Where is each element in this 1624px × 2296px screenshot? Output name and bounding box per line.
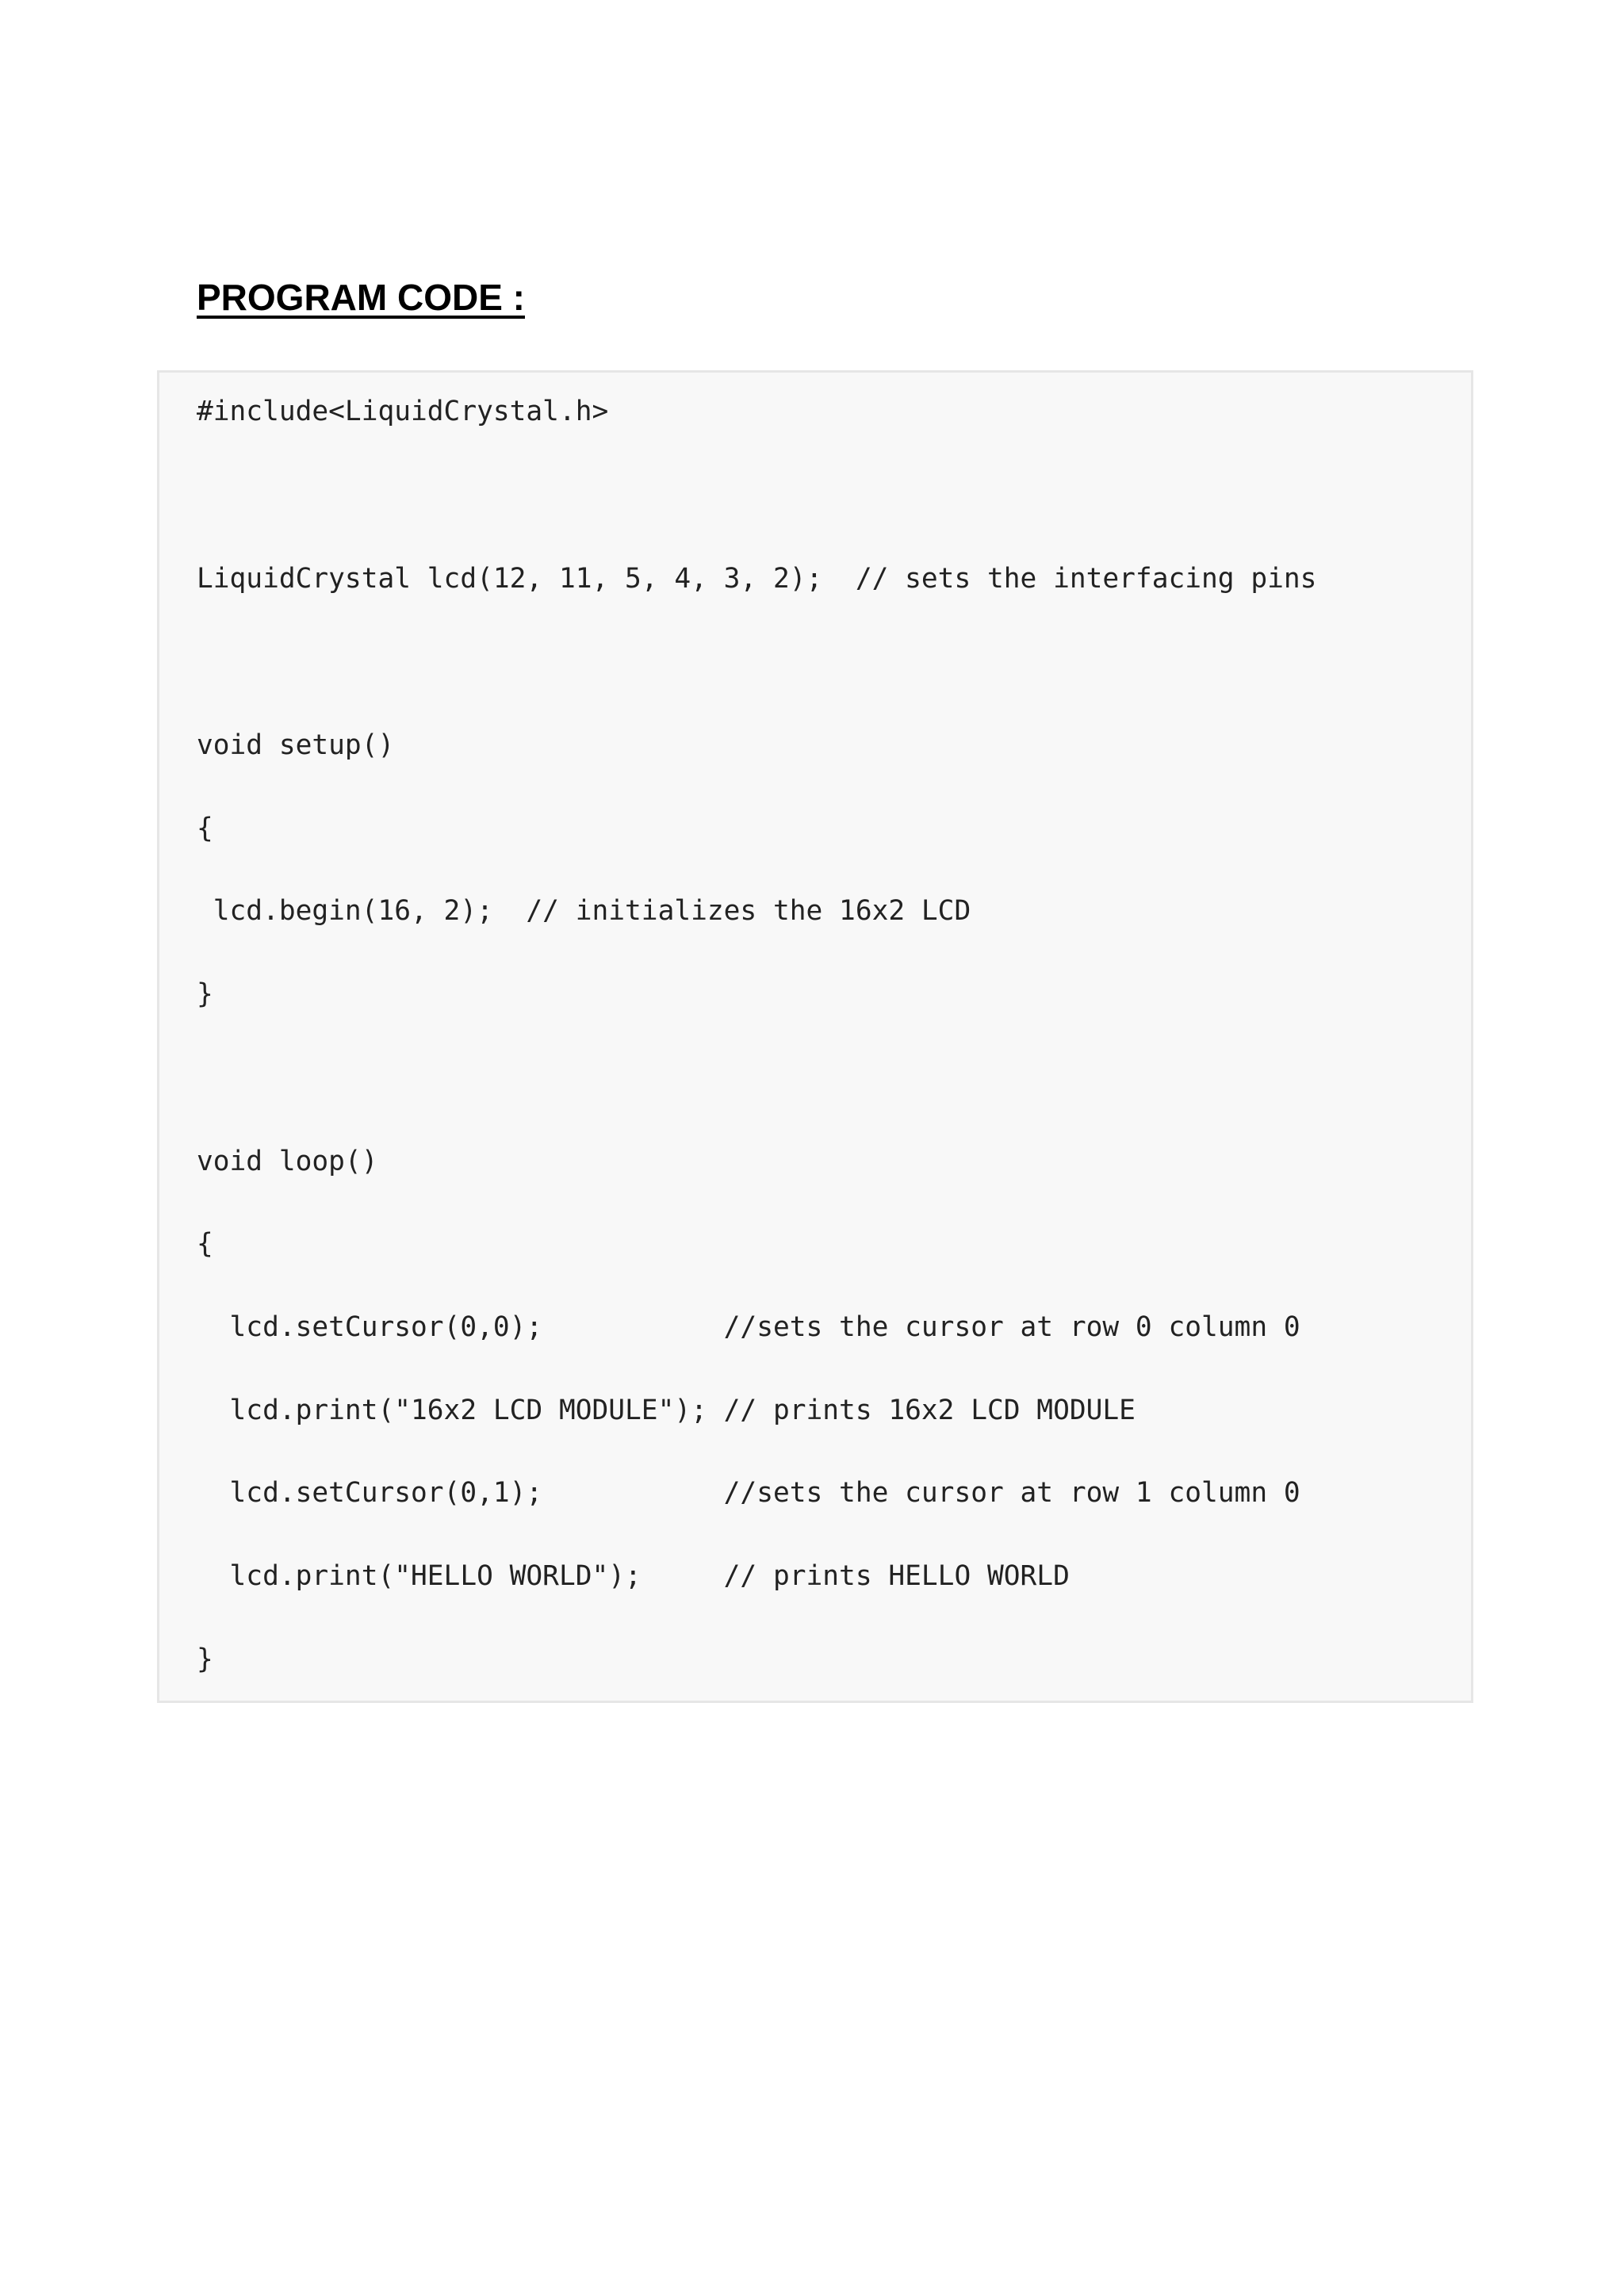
- code-line-loop-close: }: [197, 1644, 213, 1675]
- page-heading: PROGRAM CODE :: [197, 277, 525, 318]
- code-line-print-module: lcd.print("16x2 LCD MODULE"); // prints 16x2 LCD MODULE: [197, 1395, 1136, 1426]
- code-line-setup-close: }: [197, 978, 213, 1010]
- code-line-set-cursor-row1: lcd.setCursor(0,1); //sets the cursor at row 1 column 0: [197, 1477, 1300, 1509]
- code-line-print-hello: lcd.print("HELLO WORLD"); // prints HELLO WORLD: [197, 1560, 1070, 1592]
- code-line-loop-signature: void loop(): [197, 1146, 378, 1177]
- code-line-set-cursor-row0: lcd.setCursor(0,0); //sets the cursor at row 0 column 0: [197, 1311, 1300, 1343]
- code-line-lcd-declare: LiquidCrystal lcd(12, 11, 5, 4, 3, 2); // sets the interfacing pins: [197, 563, 1317, 595]
- code-line-loop-open: {: [197, 1228, 213, 1260]
- code-line-setup-open: {: [197, 813, 213, 844]
- code-line-include: #include<LiquidCrystal.h>: [197, 396, 609, 427]
- code-line-lcd-begin: lcd.begin(16, 2); // initializes the 16x2 LCD: [197, 895, 971, 927]
- code-line-setup-signature: void setup(): [197, 729, 395, 761]
